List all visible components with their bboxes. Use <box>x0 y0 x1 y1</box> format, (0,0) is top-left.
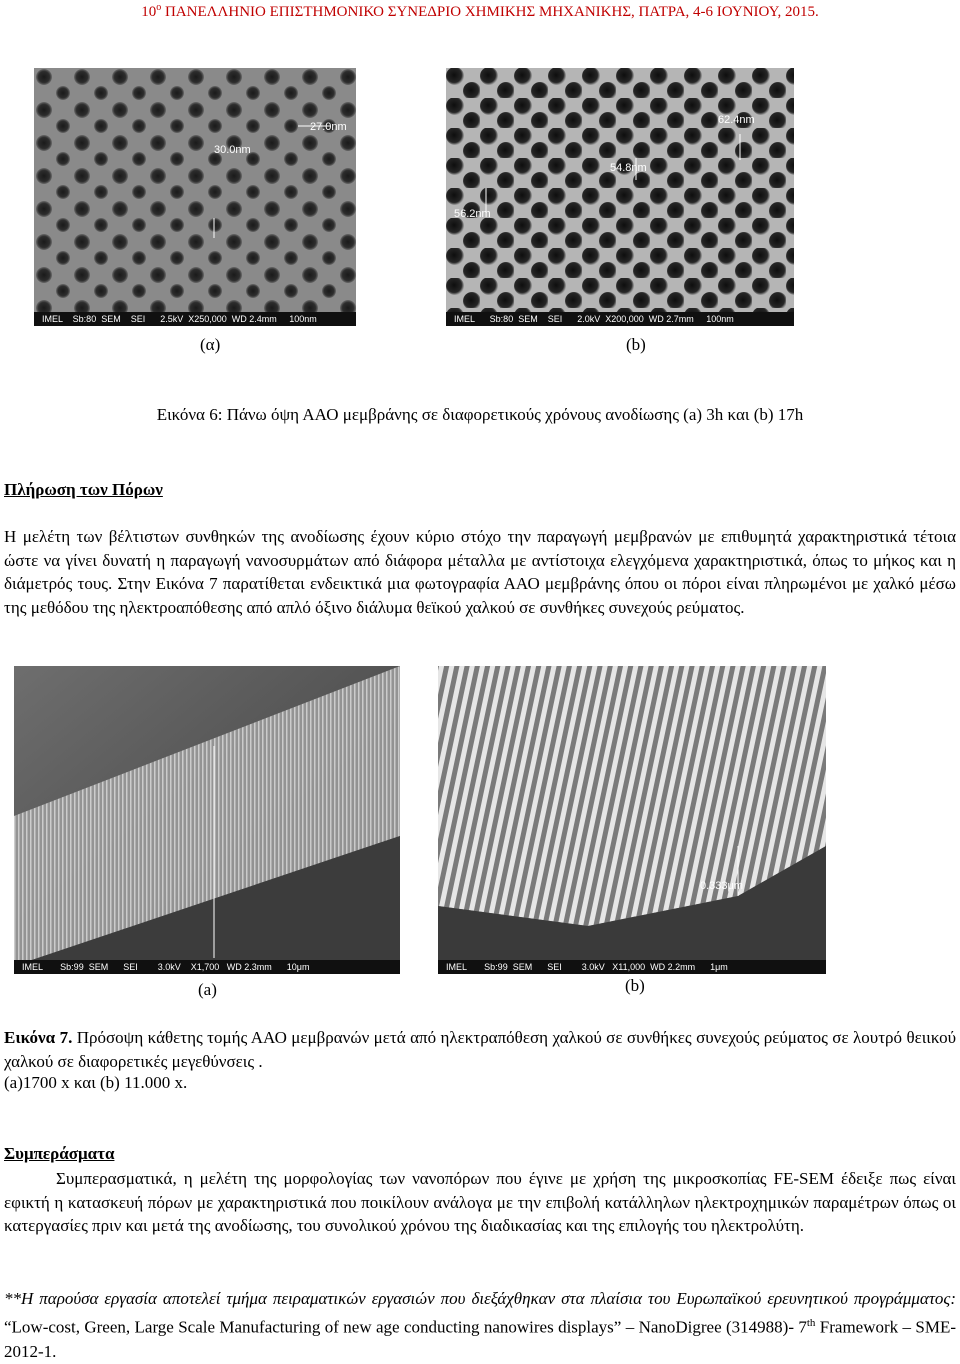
cross-section-pattern-a <box>14 666 400 974</box>
footnote: **Η παρούσα εργασία αποτελεί τμήμα πειραματικών εργασιών που διεξάχθηκαν στα πλαίσια του Ευρωπαϊκού ερευνητικού προγράμματος: “Low-cost, Green, Large Scale Manufacturing of new age conducting nanowires displays” – NanoDigree (314988)- 7th Framework – SME-2012-1. <box>4 1289 957 1361</box>
sem-info-bar: IMEL Sb:80 SEM SEI 2.0kV X200,000 WD 2.7mm 100nm <box>446 312 794 326</box>
conclusions-paragraph: Συμπερασματικά, η μελέτη της μορφολογίας των νανοπόρων που έγινε με χρήση της μικροσκοπίας FE-SEM έδειξε πως είναι εφικτή η κατασκευή πόρων με χαρακτηριστικά που ποικίλουν ανάλογα με την επιβολή κατάλληλων ηλεκτροχημικών παραμέτρων όπως οι κατεργασίες πριν και μετά της ανοδίωσης, του συνολικού χρόνου της διαδικασίας και της επιλογής του ηλεκτρολύτη. <box>4 1169 956 1235</box>
sem-image-cross-section-a <box>14 666 400 974</box>
sem-info-bar: IMEL Sb:99 SEM SEI 3.0kV X1,700 WD 2.3mm 10μm <box>14 960 400 974</box>
nanowire-pattern-b <box>438 666 826 974</box>
measurement-label: 0.333μm <box>700 880 744 892</box>
sem-info-bar: IMEL Sb:80 SEM SEI 2.5kV X250,000 WD 2.4mm 100nm <box>34 312 356 326</box>
figure-7-caption: Εικόνα 7. Πρόσοψη κάθετης τομής ΑΑΟ μεμβρανών μετά από ηλεκτραπόθεση χαλκού σε συνθήκες συνεχούς ρεύματος σε λουτρό θειικού χαλκού σε διαφορετικές μεγεθύνσεις . <box>4 1028 956 1071</box>
figure-label-a: (α) <box>200 335 221 354</box>
figure-6-caption: Εικόνα 6: Πάνω όψη ΑΑΟ μεμβράνης σε διαφορετικούς χρόνους ανοδίωσης (a) 3h και (b) 17h <box>156 405 804 424</box>
measurement-label: 27.0nm <box>310 121 347 133</box>
sem-image-top-view-b <box>446 68 794 326</box>
sem-image-top-view-a <box>34 68 356 326</box>
figure-7-caption-magnification: (a)1700 x και (b) 11.000 x. <box>4 1073 188 1092</box>
section-heading-pore-filling: Πλήρωση των Πόρων <box>4 480 163 499</box>
sem-info-bar: IMEL Sb:99 SEM SEI 3.0kV X11,000 WD 2.2mm 1μm <box>438 960 826 974</box>
pore-filling-paragraph: Η μελέτη των βέλτιστων συνθηκών της ανοδίωσης έχουν κύριο στόχο την παραγωγή μεμβρανών με επιθυμητά χαρακτηριστικά τέτοια ώστε να γίνει δυνατή η παραγωγή νανοσυρμάτων από διάφορα μέταλλα με αντίστοιχα ελεγχόμενα χαρακτηριστικά, όπως το μήκος και η διάμετρός τους. Στην Εικόνα 7 παρατίθεται ενδεικτικά μια φωτογραφία ΑΑΟ μεμβράνης όπου οι πόροι είναι πληρωμένοι με χαλκό μέσω της μεθόδου της ηλεκτροαπόθεσης από απλό όξινο διάλυμα θεϊκού χαλκού σε συνθήκες συνεχούς ρεύματος. <box>4 527 956 617</box>
measurement-label: 30.0nm <box>214 144 251 156</box>
measurement-label: 54.8nm <box>610 162 647 174</box>
measurement-label: 62.4nm <box>718 114 755 126</box>
figure-label-b: (b) <box>625 976 645 995</box>
pore-pattern-a <box>34 68 356 326</box>
figure-label-b: (b) <box>626 335 646 354</box>
pore-pattern-b <box>446 68 794 326</box>
measurement-label: 56.2nm <box>454 208 491 220</box>
page-header: $10^o$ ΠΑΝΕΛΛΗΝΙΟ ΕΠΙΣΤΗΜΟΝΙΚΟ ΣΥΝΕΔΡΙΟ ΧΗΜΙΚΗΣ ΜΗΧΑΝΙΚΗΣ, ΠΑΤΡΑ, 4-6 ΙΟΥΝΙΟΥ, 2015. <box>141 2 819 20</box>
section-heading-conclusions: Συμπεράσματα <box>4 1144 115 1163</box>
sem-image-cross-section-b <box>438 666 826 974</box>
figure-label-a: (a) <box>198 980 217 999</box>
